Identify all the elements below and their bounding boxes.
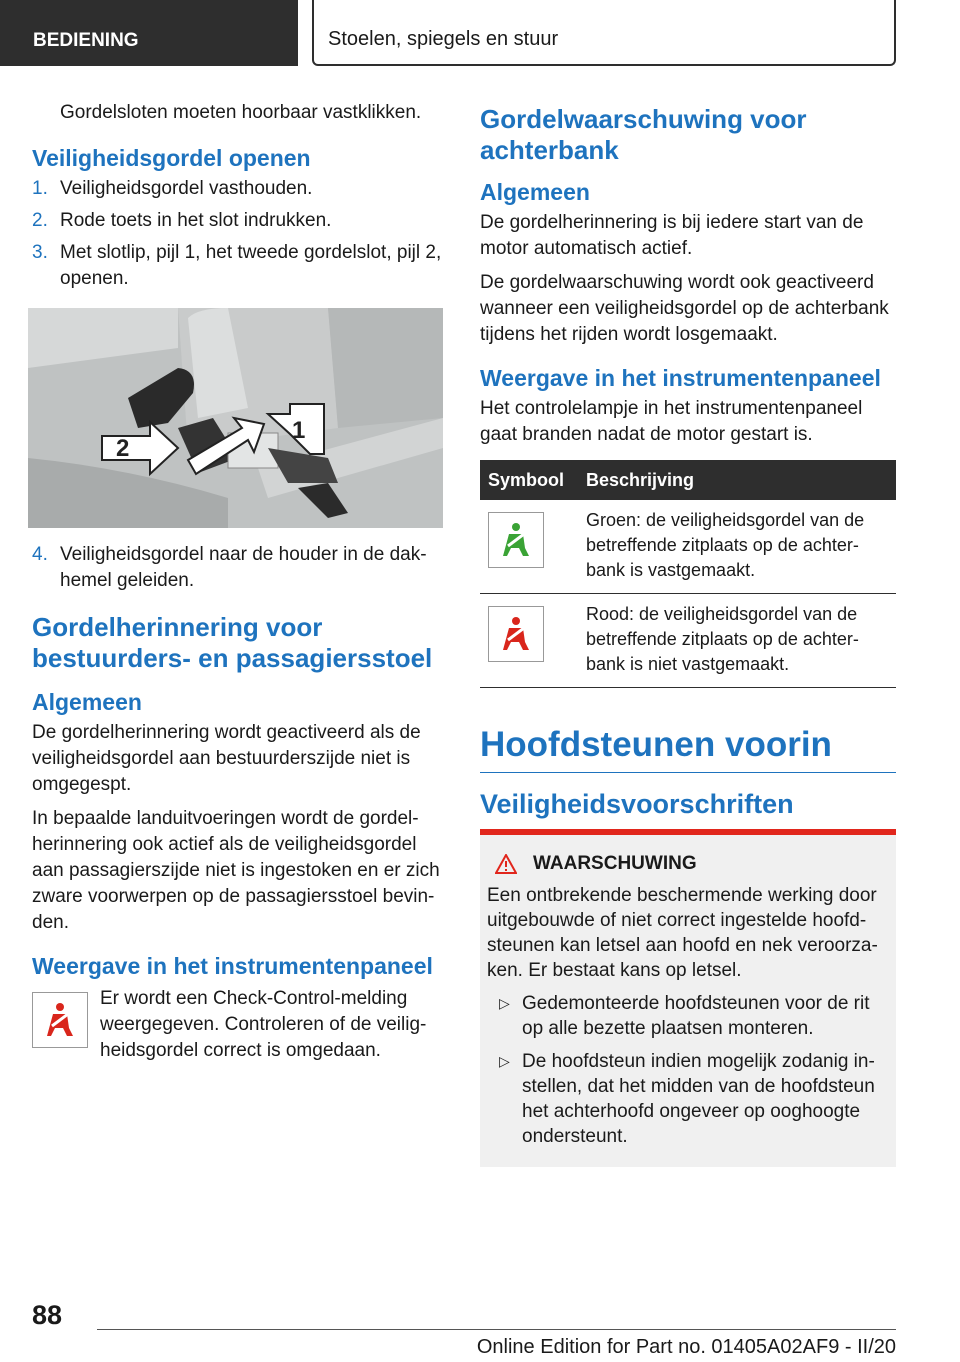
warning-box: [480, 829, 896, 1167]
table-cell-description: Rood: de veiligheidsgordel van de betreffende zitplaats op de achter-bank is niet vastgemaakt.: [578, 594, 896, 688]
arrow-label-1: 1: [292, 417, 306, 444]
step-4-list: [32, 542, 444, 594]
warning-bullets: [487, 991, 888, 1149]
list-item: ▷ De hoofdsteun indien mogelijk zodanig in-stellen, dat het midden van de hoofdsteun het achterhoofd ongeveer op ooghoogte ondersteunt.: [499, 1051, 875, 1147]
general-paragraph-1: De gordelherinnering wordt geactiveerd als de veiligheidsgordel aan bestuurderszijde niet is omgegespt.: [32, 722, 421, 795]
rear-general-paragraph-1: De gordelherinnering is bij iedere start van de motor automatisch actief.: [480, 212, 864, 259]
list-item: 1. Veiligheidsgordel vasthouden.: [32, 178, 313, 199]
warning-title: WAARSCHUWING: [533, 853, 697, 874]
display-text-right: Het controlelampje in het instrumentenpaneel gaat branden nadat de motor gestart is.: [480, 398, 863, 445]
triangle-bullet-icon: ▷: [499, 995, 510, 1011]
right-column: [480, 100, 896, 1167]
warning-triangle-icon: [495, 854, 517, 874]
buckle-illustration: [28, 308, 443, 528]
rear-warning-heading: Gordelwaarschuwing voor achterbank: [480, 104, 807, 165]
open-steps-list: [32, 176, 444, 292]
reminder-heading: Gordelherinnering voor bestuurders- en passagiersstoel: [32, 612, 433, 673]
list-item: 4. Veiligheidsgordel naar de houder in de dak-hemel geleiden.: [32, 544, 427, 591]
list-item: 3. Met slotlip, pijl 1, het tweede gordelslot, pijl 2, openen.: [32, 242, 442, 289]
page-header: [0, 0, 960, 66]
chapter-title: Stoelen, spiegels en stuur: [312, 0, 896, 66]
edition-footer: Online Edition for Part no. 01405A02AF9 - II/20: [97, 1329, 896, 1359]
display-heading-left: Weergave in het instrumentenpaneel: [32, 953, 433, 979]
list-item: 2. Rode toets in het slot indrukken.: [32, 210, 332, 231]
table-cell-description: Groen: de veiligheidsgordel van de betreffende zitplaats op de achter-bank is vastgemaakt.: [578, 500, 896, 594]
safety-heading: Veiligheidsvoorschriften: [480, 789, 794, 819]
triangle-bullet-icon: ▷: [499, 1053, 510, 1069]
display-heading-right: Weergave in het instrumentenpaneel: [480, 365, 881, 391]
section-tab: BEDIENING: [0, 0, 298, 66]
display-text-left: Er wordt een Check-Control-melding weergegeven. Controleren of de veilig-heidsgordel correct is omgedaan.: [100, 988, 427, 1061]
table-header-description: Beschrijving: [578, 460, 896, 500]
intro-text: Gordelsloten moeten hoorbaar vastklikken.: [60, 102, 422, 123]
table-header-symbol: Symbool: [480, 460, 578, 500]
left-column: [32, 100, 444, 1072]
warning-text: Een ontbrekende beschermende werking door uitgebouwde of niet correct ingestelde hoofd-steunen kan letsel aan hoofd en nek veroorza-ken. Er bestaat kans op letsel.: [487, 885, 878, 981]
arrow-label-2: 2: [116, 435, 130, 462]
seatbelt-warning-icon: [32, 992, 88, 1048]
headrest-heading: Hoofdsteunen voorin: [480, 724, 896, 773]
seatbelt-green-icon: [488, 512, 544, 568]
seatbelt-buckle-photo: [28, 308, 443, 528]
symbol-table: [480, 460, 896, 688]
rear-general-paragraph-2: De gordelwaarschuwing wordt ook geactiveerd wanneer een veiligheidsgordel op de achterbank tijdens het rijden wordt losgemaakt.: [480, 272, 889, 345]
seatbelt-red-icon: [488, 606, 544, 662]
table-row: [480, 500, 896, 594]
general-paragraph-2: In bepaalde landuitvoeringen wordt de gordel-herinnering ook actief als de veiligheidsgordel aan passagierszijde niet is ingestoken en er zich zware voorwerpen op de passagiersstoel bevin-den.: [32, 808, 440, 933]
open-belt-heading: Veiligheidsgordel openen: [32, 145, 311, 171]
list-item: ▷ Gedemonteerde hoofdsteunen voor de rit op alle bezette plaatsen monteren.: [499, 993, 870, 1039]
page-number: 88: [32, 1300, 63, 1330]
table-row: [480, 594, 896, 688]
general-heading-left: Algemeen: [32, 689, 142, 715]
general-heading-right: Algemeen: [480, 179, 590, 205]
check-control-indicator: [32, 986, 444, 1072]
